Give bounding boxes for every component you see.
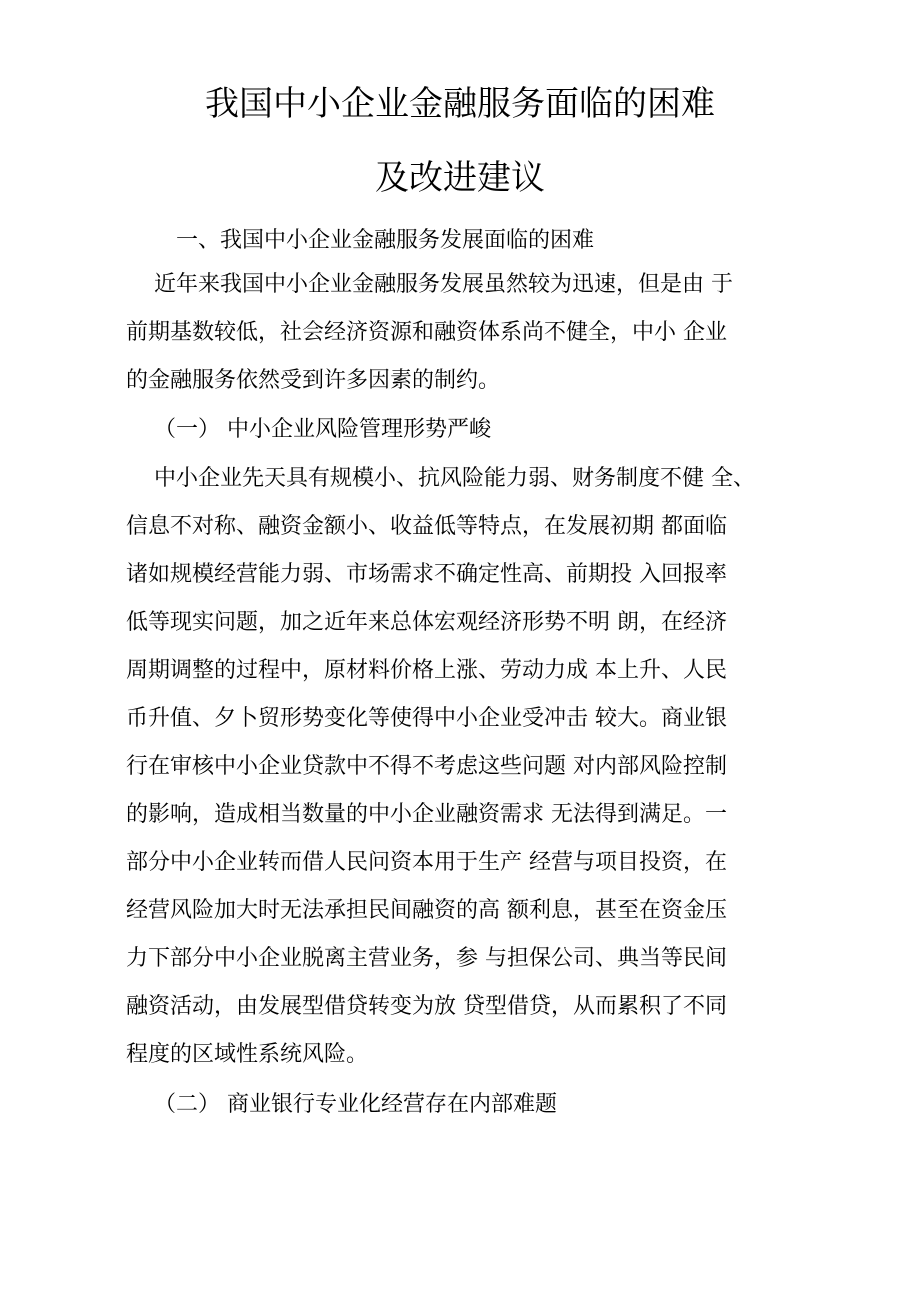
subsection-1-paragraph-line: 经营风险加大时无法承担民间融资的高 额利息，甚至在资金压	[126, 898, 727, 923]
subsection-1-paragraph-line: 低等现实问题，加之近年来总体宏观经济形势不明 朗，在经济	[126, 610, 727, 635]
intro-paragraph-line: 前期基数较低，社会经济资源和融资体系尚不健全，中小 企业	[126, 320, 727, 345]
subsection-heading-1: （一） 中小企业风险管理形势严峻	[154, 417, 491, 442]
document-title-line-1: 我国中小企业金融服务面临的困难	[205, 84, 715, 124]
subsection-1-paragraph-line: 周期调整的过程中，原材料价格上涨、劳动力成 本上升、人民	[126, 658, 727, 683]
subsection-1-paragraph-line: 行在审核中小企业贷款中不得不考虑这些问题 对内部风险控制	[126, 754, 727, 779]
document-title-line-2: 及改进建议	[375, 158, 545, 198]
intro-paragraph-line: 的金融服务依然受到许多因素的制约。	[126, 368, 501, 393]
intro-paragraph-line: 近年来我国中小企业金融服务发展虽然较为迅速，但是由 于	[154, 272, 733, 297]
subsection-heading-2: （二） 商业银行专业化经营存在内部难题	[154, 1092, 557, 1117]
subsection-1-paragraph-line: 中小企业先天具有规模小、抗风险能力弱、财务制度不健 全、	[154, 466, 755, 491]
subsection-1-paragraph-line: 力下部分中小企业脱离主营业务，参 与担保公司、典当等民间	[126, 946, 727, 971]
subsection-1-paragraph-line: 的影响，造成相当数量的中小企业融资需求 无法得到满足。一	[126, 802, 727, 827]
subsection-1-paragraph-line: 部分中小企业转而借人民问资本用于生产 经营与项目投资，在	[126, 850, 727, 875]
section-heading-1: 一、我国中小企业金融服务发展面临的困难	[176, 228, 595, 253]
subsection-1-paragraph-line: 信息不对称、融资金额小、收益低等特点，在发展初期 都面临	[126, 514, 727, 539]
subsection-1-paragraph-line: 融资活动，由发展型借贷转变为放 贷型借贷，从而累积了不同	[126, 994, 727, 1019]
subsection-1-paragraph-line: 币升值、夕卜贸形势变化等使得中小企业受冲击 较大。商业银	[126, 706, 727, 731]
subsection-1-paragraph-line: 程度的区域性系统风险。	[126, 1042, 369, 1067]
subsection-1-paragraph-line: 诸如规模经营能力弱、市场需求不确定性高、前期投 入回报率	[126, 562, 727, 587]
